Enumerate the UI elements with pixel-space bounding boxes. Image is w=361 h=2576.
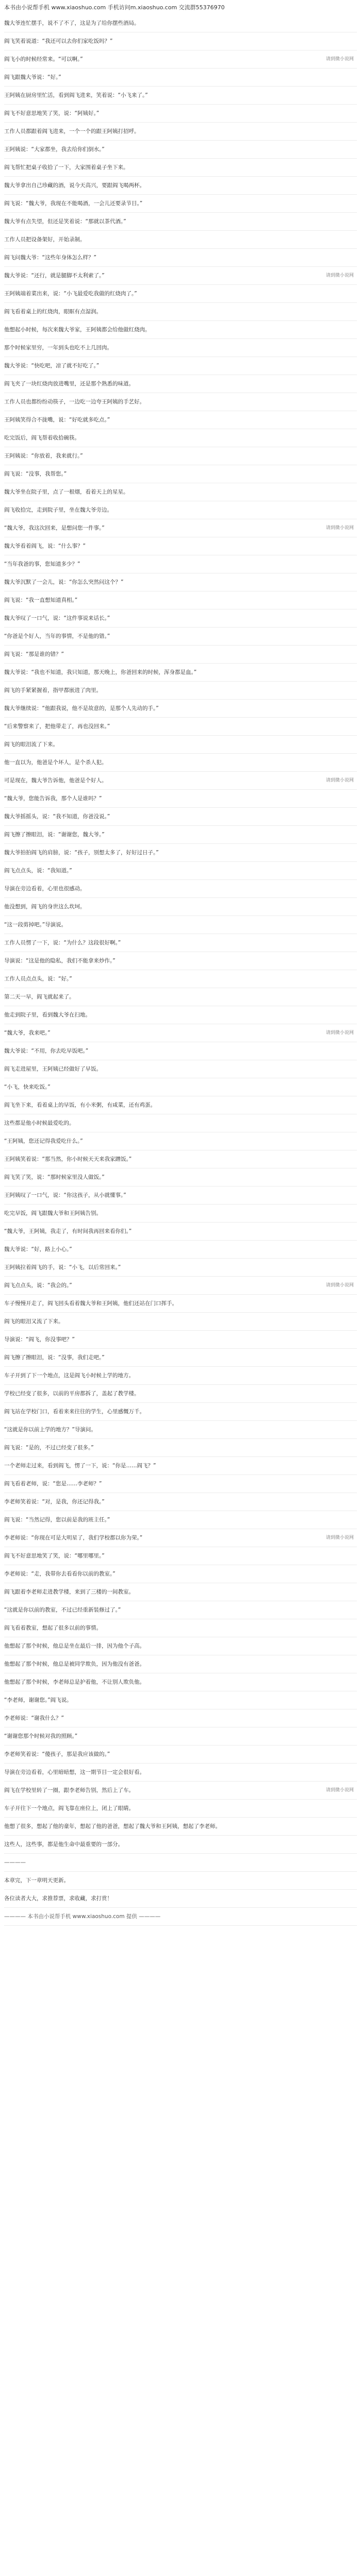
paragraph	[4, 1060, 357, 1078]
paragraph-text: 车子开到了下一个地点，这是阎飞小时候上学的地方。	[4, 1372, 134, 1379]
paragraph	[4, 1619, 357, 1637]
paragraph-text: 阎飞走进屋里，王阿姨已经做好了早饭。	[4, 1066, 102, 1072]
paragraph-text: 他想起小时候，每次来魏大爷家，王阿姨都会给他做红烧肉。	[4, 327, 151, 333]
paragraph	[4, 1439, 357, 1457]
paragraph	[4, 1854, 357, 1872]
paragraph	[4, 447, 357, 465]
paragraph	[4, 1764, 357, 1782]
paragraph	[4, 916, 357, 934]
paragraph	[4, 375, 357, 393]
paragraph	[4, 483, 357, 501]
paragraph-text: “你爸是个好人，当年的事情，不是他的错。”	[4, 633, 110, 639]
paragraph-text: 学校已经变了很多，以前的平房都拆了，盖起了教学楼。	[4, 1391, 140, 1397]
paragraph	[4, 1277, 357, 1295]
paragraph-text: 工作人员都跟着阎飞进来，一个一个的跟王阿姨打招呼。	[4, 128, 140, 134]
paragraph	[4, 1096, 357, 1114]
paragraph	[4, 1331, 357, 1349]
paragraph	[4, 1872, 357, 1890]
paragraph-text: 他一直以为，他爸是个坏人，是个杀人犯。	[4, 759, 107, 766]
paragraph-text: 阎飞说：“没事，我帮您。”	[4, 471, 67, 477]
paragraph	[4, 952, 357, 970]
paragraph-text: “当年我爸的事，您知道多少？”	[4, 561, 80, 567]
paragraph	[4, 1709, 357, 1727]
paragraph	[4, 790, 357, 808]
paragraph	[4, 1583, 357, 1601]
paragraph	[4, 1205, 357, 1223]
paragraph-text: 阎飞的手紧紧握着，指甲都嵌进了肉里。	[4, 687, 102, 693]
paragraph-text: 车子慢慢开走了，阎飞回头看着魏大爷和王阿姨，他们还站在门口挥手。	[4, 1300, 177, 1307]
paragraph-text: 他没想到，阎飞的身世这么坎坷。	[4, 904, 86, 910]
page-header: 本书由小说帮手机 www.xiaoshuo.com 手机访问m.xiaoshuo.com 交流群55376970	[4, 4, 225, 11]
paragraph	[4, 14, 357, 32]
paragraph-text: 魏大爷拿出自己珍藏的酒，说今天高兴，要跟阎飞喝两杯。	[4, 182, 145, 189]
paragraph	[4, 772, 357, 790]
paragraph	[4, 898, 357, 916]
paragraph-text: 王阿姨端着菜出来，说：“小飞最爱吃我做的红烧肉了。”	[4, 291, 137, 297]
paragraph-text: 王阿姨在厨房里忙活，看到阎飞进来，笑着说：“小飞来了。”	[4, 92, 148, 98]
paragraph-text: 魏大爷摇摇头，说：“我不知道，你爸没说。”	[4, 814, 110, 820]
paragraph-text: “魏大爷，我这次回来，是想问您一件事。”	[4, 525, 105, 531]
paragraph	[4, 1132, 357, 1150]
paragraph	[4, 1908, 357, 1926]
paragraph	[4, 664, 357, 682]
paragraph	[4, 231, 357, 249]
paragraph	[4, 1223, 357, 1241]
paragraph-text: 他走到院子里，看到魏大爷在扫地。	[4, 1012, 91, 1018]
paragraph-text: “这就是你以前的教室，不过已经重新装修过了。”	[4, 1607, 121, 1613]
paragraph-text: 阎飞跟着李老师走进教学楼，来到了三楼的一间教室。	[4, 1589, 134, 1595]
paragraph-text: 魏大爷连忙摆手，说不了不了，这是为了给你摆些酒局。	[4, 20, 140, 26]
paragraph	[4, 1367, 357, 1385]
paragraph	[4, 573, 357, 591]
paragraph	[4, 285, 357, 303]
paragraph	[4, 1637, 357, 1655]
paragraph-text: 工作人员也都纷纷动筷子，一边吃一边夸王阿姨的手艺好。	[4, 399, 145, 405]
paragraph-text: 导演在旁边看着，心里暗暗想，这一期节目一定会很好看。	[4, 1769, 145, 1775]
paragraph-text: 王阿姨说：“大家都坐，我去给你们倒水。”	[4, 146, 105, 152]
paragraph	[4, 1565, 357, 1583]
paragraph	[4, 1042, 357, 1060]
paragraph	[4, 700, 357, 718]
watermark-label: 请到微小说网	[323, 272, 354, 279]
paragraph-text: 李老师说：“走，我带你去看看你以前的教室。”	[4, 1571, 116, 1577]
paragraph	[4, 988, 357, 1006]
paragraph	[4, 1655, 357, 1673]
paragraph-text: 阎飞看着老师，说：“您是……李老师？”	[4, 1481, 102, 1487]
paragraph	[4, 1782, 357, 1800]
paragraph-text: 导演说：“阎飞，你没事吧？”	[4, 1336, 75, 1343]
paragraph	[4, 1836, 357, 1854]
paragraph	[4, 1691, 357, 1709]
paragraph-text: 他想起了那个时候，他总是坐在最后一排，因为他个子高。	[4, 1643, 145, 1649]
paragraph	[4, 429, 357, 447]
paragraph-text: 阎飞擦了擦眼泪，说：“谢谢您，魏大爷。”	[4, 832, 105, 838]
paragraph	[4, 339, 357, 357]
paragraph-text: 魏大爷继续说：“他跟我说，他不是故意的，是那个人先动的手。”	[4, 705, 159, 711]
paragraph-text: 本章完，下一章明天更新。	[4, 1877, 69, 1884]
paragraph-text: 魏大爷坐在院子里，点了一根烟，看着天上的星星。	[4, 489, 129, 495]
paragraph-text: “王阿姨，您还记得我爱吃什么。”	[4, 1138, 83, 1144]
paragraph	[4, 87, 357, 105]
paragraph	[4, 159, 357, 177]
paragraph-text: 魏大爷说：“好，路上小心。”	[4, 1246, 72, 1252]
paragraph	[4, 1187, 357, 1205]
paragraph-text: 他想了很多，想起了他的童年，想起了他的爸爸，想起了魏大爷和王阿姨，想起了李老师。	[4, 1823, 221, 1829]
paragraph	[4, 50, 357, 69]
paragraph-text: 魏大爷沉默了一会儿，说：“你怎么突然问这个？”	[4, 579, 124, 585]
paragraph	[4, 1421, 357, 1439]
paragraph	[4, 1673, 357, 1691]
watermark-label: 请到微小说网	[323, 1534, 354, 1541]
paragraph	[4, 1006, 357, 1024]
paragraph	[4, 141, 357, 159]
paragraph-text: 可是现在，魏大爷告诉他，他爸是个好人。	[4, 777, 107, 784]
paragraph-text: 阎飞问魏大爷：“这些年身体怎么样？”	[4, 255, 96, 261]
paragraph-text: 阎飞看着桌上的红烧肉，眼眶有点湿润。	[4, 309, 102, 315]
paragraph-text: 工作人员点点头，说：“好。”	[4, 976, 72, 982]
paragraph-text: ———— 本书由小说帮手机 www.xiaoshuo.com 提供 ————	[4, 1913, 161, 1920]
paragraph	[4, 1313, 357, 1331]
paragraph	[4, 609, 357, 628]
paragraph-text: 阎飞点点头，说：“我知道。”	[4, 868, 72, 874]
paragraph-text: 阎飞坐下来，看着桌上的早饭，有小米粥，有咸菜，还有鸡蛋。	[4, 1102, 156, 1108]
paragraph	[4, 1800, 357, 1818]
paragraph	[4, 465, 357, 483]
paragraph-text: 魏大爷说：“我也不知道，我只知道，那天晚上，你爸回来的时候，浑身都是血。”	[4, 669, 197, 675]
paragraph	[4, 393, 357, 411]
paragraph-text: 阎飞说：“是的，不过已经变了很多。”	[4, 1445, 94, 1451]
paragraph	[4, 591, 357, 609]
paragraph-text: 魏大爷说：“快吃吧，凉了就不好吃了。”	[4, 363, 100, 369]
paragraph	[4, 1168, 357, 1187]
paragraph-text: 王阿姨笑得合不拢嘴，说：“好吃就多吃点。”	[4, 417, 110, 423]
paragraph	[4, 862, 357, 880]
paragraph	[4, 808, 357, 826]
paragraph-text: “魏大爷，王阿姨，我走了，有时间我再回来看你们。”	[4, 1228, 132, 1234]
paragraph	[4, 1349, 357, 1367]
paragraph	[4, 682, 357, 700]
paragraph-text: ————	[4, 1859, 26, 1866]
watermark-label: 请到微小说网	[323, 56, 354, 63]
paragraph-text: 李老师笑着说：“对，是我，你还记得我。”	[4, 1499, 105, 1505]
paragraph-text: 魏大爷拍拍阎飞的肩膀，说：“孩子，别想太多了，好好过日子。”	[4, 850, 159, 856]
paragraph	[4, 628, 357, 646]
paragraph-text: 魏大爷有点失望，但还是笑着说：“那就以茶代酒。”	[4, 218, 126, 225]
paragraph-text: “谢谢您那个时候对我的照顾。”	[4, 1733, 78, 1739]
paragraph	[4, 32, 357, 50]
paragraph-text: 魏大爷说：“还行，就是腿脚不太利索了。”	[4, 273, 105, 279]
paragraph-text: 阎飞不好意思地笑了笑，说：“阿姨好。”	[4, 110, 100, 116]
paragraph	[4, 880, 357, 898]
paragraph	[4, 1475, 357, 1493]
paragraph	[4, 537, 357, 555]
paragraph-text: 王阿姨说：“你放着，我来就行。”	[4, 453, 83, 459]
paragraph-text: 吃完早饭，阎飞跟魏大爷和王阿姨告别。	[4, 1210, 102, 1216]
paragraph	[4, 1150, 357, 1168]
paragraph-text: 那个时候家里穷，一年到头也吃不上几回肉。	[4, 345, 112, 351]
watermark-label: 请到微小说网	[323, 1787, 354, 1794]
paragraph	[4, 1818, 357, 1836]
paragraph	[4, 1385, 357, 1403]
paragraph	[4, 123, 357, 141]
paragraph-text: 导演在旁边看着，心里也很感动。	[4, 886, 86, 892]
paragraph-text: 李老师笑着说：“傻孩子，那是我应该做的。”	[4, 1751, 110, 1757]
paragraph	[4, 1241, 357, 1259]
paragraph	[4, 105, 357, 123]
paragraph-text: 阎飞小的时候经常来。“可以啊。”	[4, 56, 83, 62]
paragraph	[4, 1727, 357, 1745]
paragraph-text: 阎飞跟魏大爷说：“好。”	[4, 74, 61, 80]
paragraph-text: 各位读者大大，求推荐票，求收藏，求打赏！	[4, 1895, 112, 1902]
paragraph	[4, 501, 357, 519]
paragraph-text: 车子开往下一个地点，阎飞靠在座位上，闭上了眼睛。	[4, 1805, 134, 1811]
paragraph	[4, 754, 357, 772]
paragraph-text: 阎飞看着教室，想起了很多以前的事情。	[4, 1625, 102, 1631]
paragraph-text: 阎飞说：“我一直想知道真相。”	[4, 597, 78, 603]
paragraph	[4, 844, 357, 862]
paragraph	[4, 1295, 357, 1313]
paragraph-text: 阎飞的眼泪又流了下来。	[4, 1318, 64, 1325]
paragraph	[4, 1511, 357, 1529]
paragraph-text: 他想起了那个时候，李老师总是护着他，不让别人欺负他。	[4, 1679, 145, 1685]
paragraph	[4, 1078, 357, 1096]
watermark-label: 请到微小说网	[323, 777, 354, 784]
paragraph-text: “这一段剪掉吧。”导演说。	[4, 922, 67, 928]
paragraph-text: “后来警察来了，把他带走了，再也没回来。”	[4, 723, 110, 730]
paragraph	[4, 718, 357, 736]
paragraph-text: 工作人员愣了一下，说：“为什么？这段很好啊。”	[4, 940, 121, 946]
paragraph-text: 他想起了那个时候，他总是被同学欺负，因为他没有爸爸。	[4, 1661, 145, 1667]
paragraph	[4, 970, 357, 988]
paragraph	[4, 646, 357, 664]
paragraph-text: 阎飞夹了一块红烧肉放进嘴里，还是那个熟悉的味道。	[4, 381, 134, 387]
paragraph	[4, 267, 357, 285]
paragraph	[4, 1601, 357, 1619]
paragraph-text: 第二天一早，阎飞就起来了。	[4, 994, 75, 1000]
watermark-label: 请到微小说网	[323, 1282, 354, 1289]
paragraph-text: 导演说：“这是他的隐私，我们不能拿来炒作。”	[4, 958, 116, 964]
paragraph	[4, 303, 357, 321]
paragraph-text: 王阿姨拉着阎飞的手，说：“小飞，以后常回来。”	[4, 1264, 121, 1270]
paragraph-text: 吃完饭后，阎飞帮着收拾碗筷。	[4, 435, 80, 441]
paragraph	[4, 411, 357, 429]
paragraph-text: 阎飞站在学校门口，看着来来往往的学生，心里感慨万千。	[4, 1409, 145, 1415]
paragraph-text: “这就是你以前上学的地方？”导演问。	[4, 1427, 96, 1433]
paragraph	[4, 1890, 357, 1908]
paragraph	[4, 249, 357, 267]
paragraph-text: 阎飞笑着说道：“我还可以去你们家吃饭吗？”	[4, 38, 113, 44]
paragraph-text: 阎飞笑了笑，说：“那时候家里没人做饭。”	[4, 1174, 105, 1180]
paragraph-text: “李老师，谢谢您。”阎飞说。	[4, 1697, 72, 1703]
paragraph-text: 王阿姨叹了一口气，说：“你这孩子，从小就懂事。”	[4, 1192, 126, 1198]
paragraph-text: “小飞，快来吃饭。”	[4, 1084, 51, 1090]
paragraph-text: 魏大爷叹了一口气，说：“这件事说来话长。”	[4, 615, 110, 621]
paragraph	[4, 1024, 357, 1042]
paragraph	[4, 1547, 357, 1565]
paragraph-text: 阎飞说：“当然记得，您以前是我的班主任。”	[4, 1517, 110, 1523]
paragraph-text: 王阿姨笑着说：“那当然，你小时候天天来我家蹭饭。”	[4, 1156, 132, 1162]
paragraph-text: 阎飞收拾完，走到院子里，坐在魏大爷旁边。	[4, 507, 112, 513]
paragraph	[4, 1529, 357, 1547]
paragraph	[4, 1493, 357, 1511]
paragraph	[4, 69, 357, 87]
paragraph-text: 李老师说：“谢我什么？”	[4, 1715, 64, 1721]
paragraph-text: “魏大爷，我来吧。”	[4, 1030, 51, 1036]
paragraph-text: 阎飞说：“魏大爷，我现在不能喝酒，一会儿还要录节目。”	[4, 200, 143, 207]
paragraph	[4, 1114, 357, 1132]
paragraph	[4, 1259, 357, 1277]
paragraph-text: 魏大爷说：“不用，你去吃早饭吧。”	[4, 1048, 89, 1054]
paragraph-text: 这些人，这些事，都是他生命中最重要的一部分。	[4, 1841, 123, 1848]
paragraph	[4, 934, 357, 952]
paragraph-text: 阎飞擦了擦眼泪，说：“没事，我们走吧。”	[4, 1354, 105, 1361]
paragraph	[4, 1745, 357, 1764]
watermark-label: 请到微小说网	[323, 524, 354, 532]
paragraph	[4, 321, 357, 339]
paragraph	[4, 1403, 357, 1421]
chapter-text	[4, 14, 357, 1926]
paragraph-text: 工作人员把设备架好，开始录制。	[4, 236, 86, 243]
paragraph	[4, 826, 357, 844]
paragraph	[4, 177, 357, 195]
paragraph-text: 李老师说：“你现在可是大明星了，我们学校都以你为荣。”	[4, 1535, 143, 1541]
paragraph-text: 阎飞不好意思地笑了笑，说：“哪里哪里。”	[4, 1553, 105, 1559]
paragraph-text: 魏大爷看着阎飞，说：“什么事？”	[4, 543, 86, 549]
paragraph-text: 这些都是他小时候最爱吃的。	[4, 1120, 75, 1126]
paragraph	[4, 555, 357, 573]
paragraph	[4, 1457, 357, 1475]
watermark-label: 请到微小说网	[323, 1029, 354, 1037]
paragraph-text: 阎飞说：“那是谁的错？”	[4, 651, 64, 657]
paragraph-text: 阎飞在学校里转了一圈，跟李老师告别，然后上了车。	[4, 1787, 134, 1793]
paragraph	[4, 736, 357, 754]
paragraph	[4, 213, 357, 231]
paragraph	[4, 519, 357, 537]
paragraph-text: 阎飞的眼泪流了下来。	[4, 741, 58, 748]
paragraph-text: 阎飞点点头，说：“我会的。”	[4, 1282, 72, 1289]
paragraph	[4, 195, 357, 213]
paragraph-text: 一个老师走过来，看到阎飞，愣了一下，说：“你是……阎飞？”	[4, 1463, 156, 1469]
paragraph	[4, 357, 357, 375]
paragraph-text: 阎飞帮忙把桌子收拾了一下，大家围着桌子坐下来。	[4, 164, 129, 171]
paragraph-text: “魏大爷，您能告诉我，那个人是谁吗？”	[4, 795, 102, 802]
